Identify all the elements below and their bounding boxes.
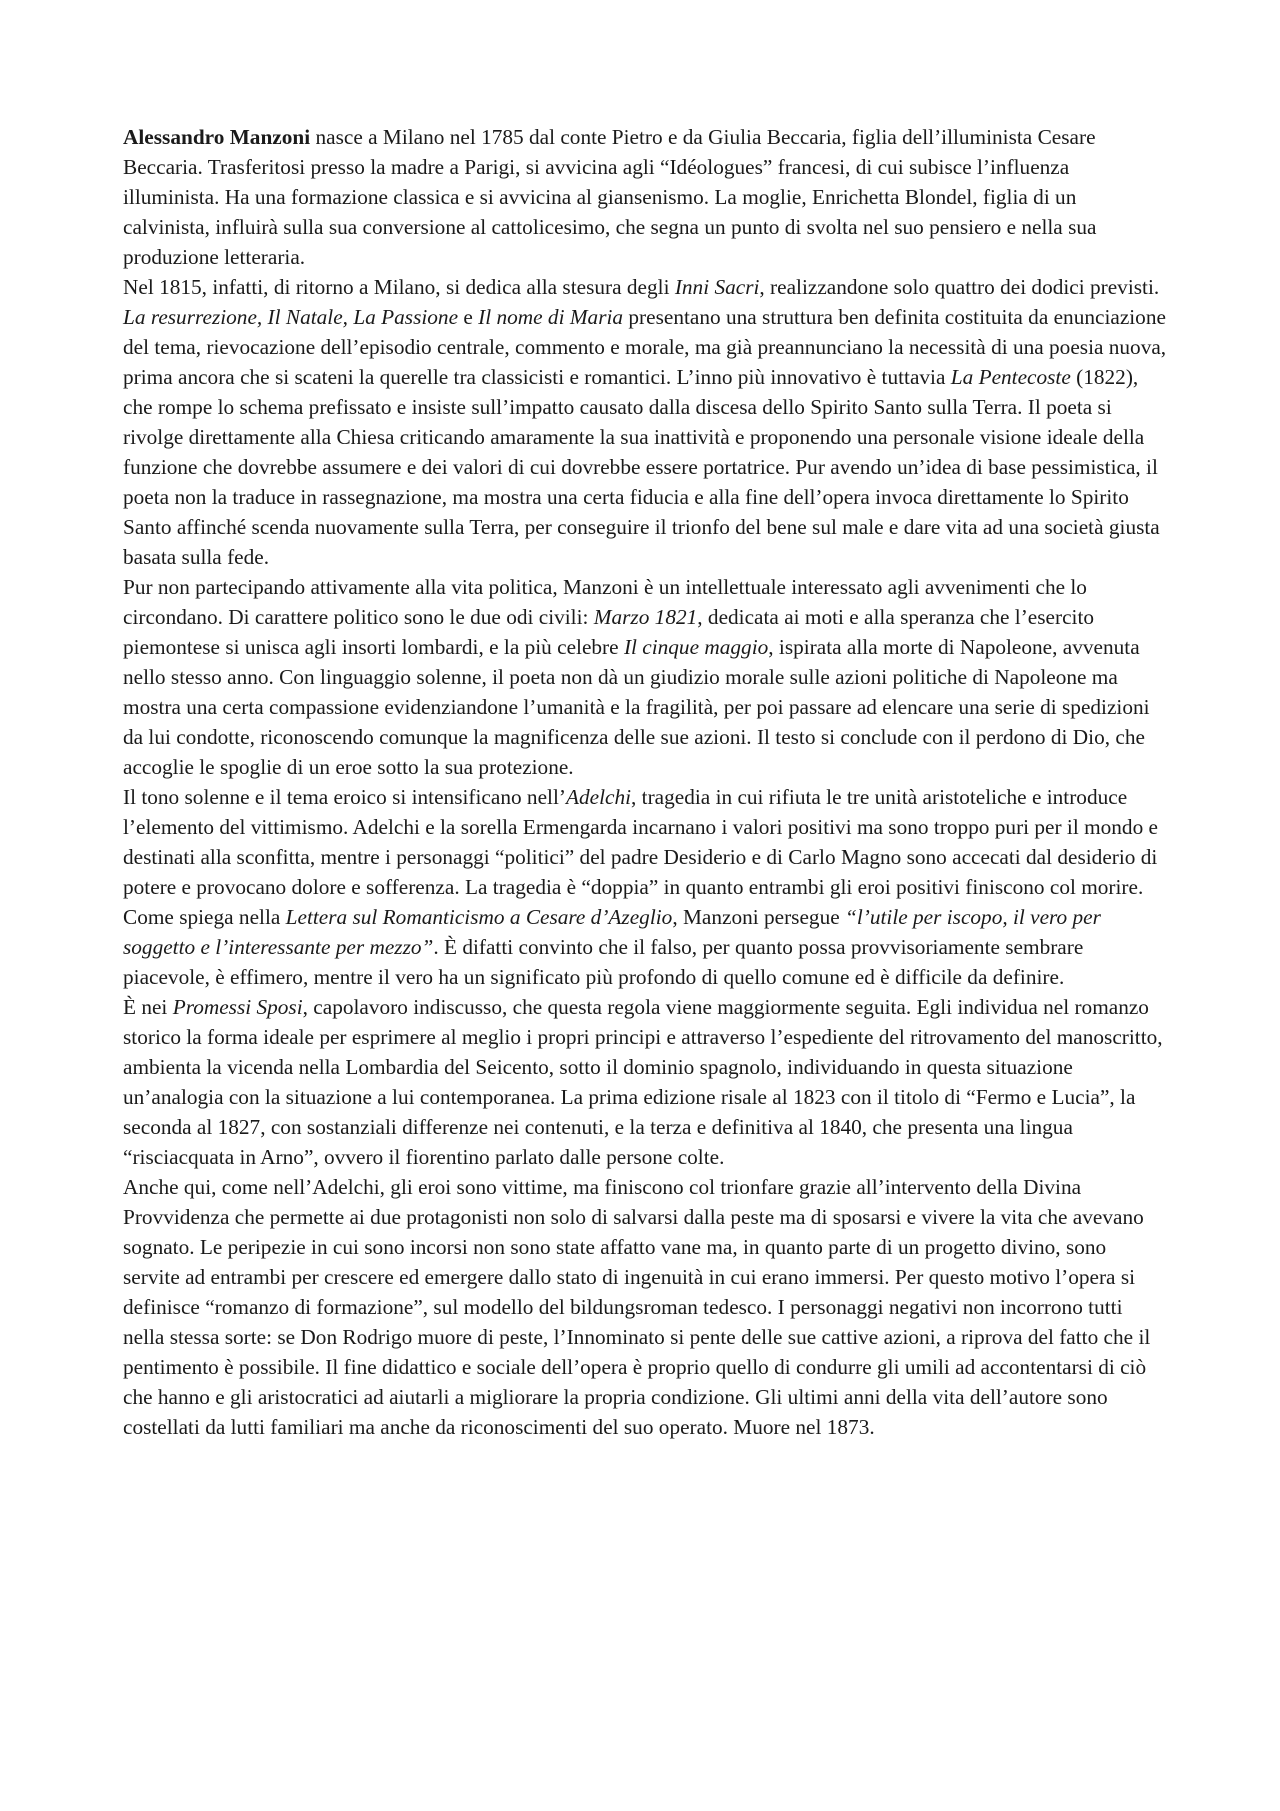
- work-title: Marzo 1821: [593, 605, 698, 629]
- document-body: [123, 122, 1168, 1442]
- paragraph-adelchi: [123, 782, 1168, 902]
- text-run: , tragedia in cui rifiuta le tre unità aristoteliche e introduce l’elemento del vittimismo. Adelchi e la sorella Ermengarda incarnano i valori positivi ma sono troppo puri per il mondo e destinati alla sconfitta, mentre i personaggi “politici” del padre Desiderio e di Carlo Magno sono accecati dal desiderio di potere e provocano dolore e sofferenza. La tragedia è “doppia” in quanto entrambi gli eroi positivi finiscono col morire.: [123, 785, 1159, 899]
- text-run: Pur non partecipando attivamente alla vita politica, Manzoni è un intellettuale interessato agli avvenimenti che lo circondano. Di carattere politico sono le due odi civili:: [123, 575, 1087, 629]
- text-run: , capolavoro indiscusso, che questa regola viene maggiormente seguita. Egli individua nel romanzo storico la forma ideale per esprimere al meglio i propri principi e attraverso l’espediente del ritrovamento del manoscritto, ambienta la vicenda nella Lombardia del Seicento, sotto il dominio spagnolo, individuando in questa situazione un’analogia con la situazione a lui contemporanea. La prima edizione risale al 1823 con il titolo di “Fermo e Lucia”, la seconda al 1827, con sostanziali differenze nei contenuti, e la terza e definitiva al 1840, che presenta una lingua “risciacquata in Arno”, ovvero il fiorentino parlato dalle persone colte.: [123, 995, 1163, 1169]
- text-run: , ispirata alla morte di Napoleone, avvenuta nello stesso anno. Con linguaggio solenne, il poeta non dà un giudizio morale sulle azioni politiche di Napoleone ma mostra una certa compassione evidenziandone l’umanità e la fragilità, per poi passare ad elencare una serie di spedizioni da lui condotte, riconoscendo comunque la magnificenza delle sue azioni. Il testo si conclude con il perdono di Dio, che accoglie le spoglie di un eroe sotto la sua protezione.: [123, 635, 1150, 779]
- work-title: Lettera sul Romanticismo a Cesare d’Azeglio: [285, 905, 673, 929]
- text-run: Il tono solenne e il tema eroico si intensificano nell’: [123, 785, 566, 809]
- work-title: Il cinque maggio: [623, 635, 769, 659]
- work-title: Promessi Sposi: [172, 995, 303, 1019]
- text-run: Nel 1815, infatti, di ritorno a Milano, si dedica alla stesura degli: [123, 275, 675, 299]
- paragraph-promessi-sposi: [123, 992, 1168, 1172]
- text-run: È nei: [123, 995, 173, 1019]
- author-name: Alessandro Manzoni: [123, 125, 311, 149]
- text-run: , realizzandone solo quattro dei dodici previsti.: [759, 275, 1160, 299]
- quotation: “l’utile per iscopo, il vero per soggetto e l’interessante per mezzo”: [123, 905, 1101, 959]
- text-run: (1822), che rompe lo schema prefissato e insiste sull’impatto causato dalla discesa dello Spirito Santo sulla Terra. Il poeta si rivolge direttamente alla Chiesa criticando amaramente la sua inattività e proponendo una personale visione ideale della funzione che dovrebbe assumere e dei valori di cui dovrebbe essere portatrice. Pur avendo un’idea di base pessimistica, il poeta non la traduce in rassegnazione, ma mostra una certa fiducia e alla fine dell’opera invoca direttamente lo Spirito Santo affinché scenda nuovamente sulla Terra, per conseguire il trionfo del bene sul male e dare vita ad una società giusta basata sulla fede.: [123, 365, 1160, 569]
- text-run: . È difatti convinto che il falso, per quanto possa provvisoriamente sembrare piacevole, è effimero, mentre il vero ha un significato più profondo di quello comune ed è difficile da definire.: [123, 935, 1084, 989]
- text-run: , Manzoni persegue: [672, 905, 845, 929]
- paragraph-inni-sacri: [123, 272, 1168, 572]
- text-run: e: [458, 305, 479, 329]
- text-run: presentano una struttura ben definita costituita da enunciazione del tema, rievocazione dell’episodio centrale, commento e morale, ma già preannunciano la necessità di una poesia nuova, prima ancora che si scateni la querelle tra classicisti e romantici. L’inno più innovativo è tuttavia: [123, 305, 1167, 389]
- work-title: Inni Sacri: [674, 275, 760, 299]
- work-title: La Pentecoste: [950, 365, 1071, 389]
- work-title: Adelchi: [565, 785, 632, 809]
- text-run: , dedicata ai moti e alla speranza che l’esercito piemontese si unisca agli insorti lombardi, e la più celebre: [123, 605, 1095, 659]
- text-run: Come spiega nella: [123, 905, 286, 929]
- text-run: Anche qui, come nell’Adelchi, gli eroi sono vittime, ma finiscono col trionfare grazie all’intervento della Divina Provvidenza che permette ai due protagonisti non solo di salvarsi dalla peste ma di sposarsi e vivere la vita che avevano sognato. Le peripezie in cui sono incorsi non sono state affatto vane ma, in quanto parte di un progetto divino, sono servite ad entrambi per crescere ed emergere dallo stato di ingenuità in cui erano immersi. Per questo motivo l’opera si definisce “romanzo di formazione”, sul modello del bildungsroman tedesco. I personaggi negativi non incorrono tutti nella stessa sorte: se Don Rodrigo muore di peste, l’Innominato si pente delle sue cattive azioni, a riprova del fatto che il pentimento è possibile. Il fine didattico e sociale dell’opera è proprio quello di condurre gli umili ad accontentarsi di ciò che hanno e gli aristocratici ad aiutarli a migliorare la propria condizione. Gli ultimi anni della vita dell’autore sono costellati da lutti familiari ma anche da riconoscimenti del suo operato. Muore nel 1873.: [123, 1175, 1151, 1439]
- work-title: Il nome di Maria: [478, 305, 624, 329]
- paragraph-conclusion: [123, 1172, 1168, 1442]
- paragraph-biography: [123, 122, 1168, 272]
- text-run: nasce a Milano nel 1785 dal conte Pietro e da Giulia Beccaria, figlia dell’illuminista Cesare Beccaria. Trasferitosi presso la madre a Parigi, si avvicina agli “Idéologues” francesi, di cui subisce l’influenza illuminista. Ha una formazione classica e si avvicina al giansenismo. La moglie, Enrichetta Blondel, figlia di un calvinista, influirà sulla sua conversione al cattolicesimo, che segna un punto di svolta nel suo pensiero e nella sua produzione letteraria.: [123, 125, 1097, 269]
- paragraph-lettera: [123, 902, 1168, 992]
- paragraph-odi-civili: [123, 572, 1168, 782]
- work-title: La resurrezione, Il Natale, La Passione: [123, 305, 459, 329]
